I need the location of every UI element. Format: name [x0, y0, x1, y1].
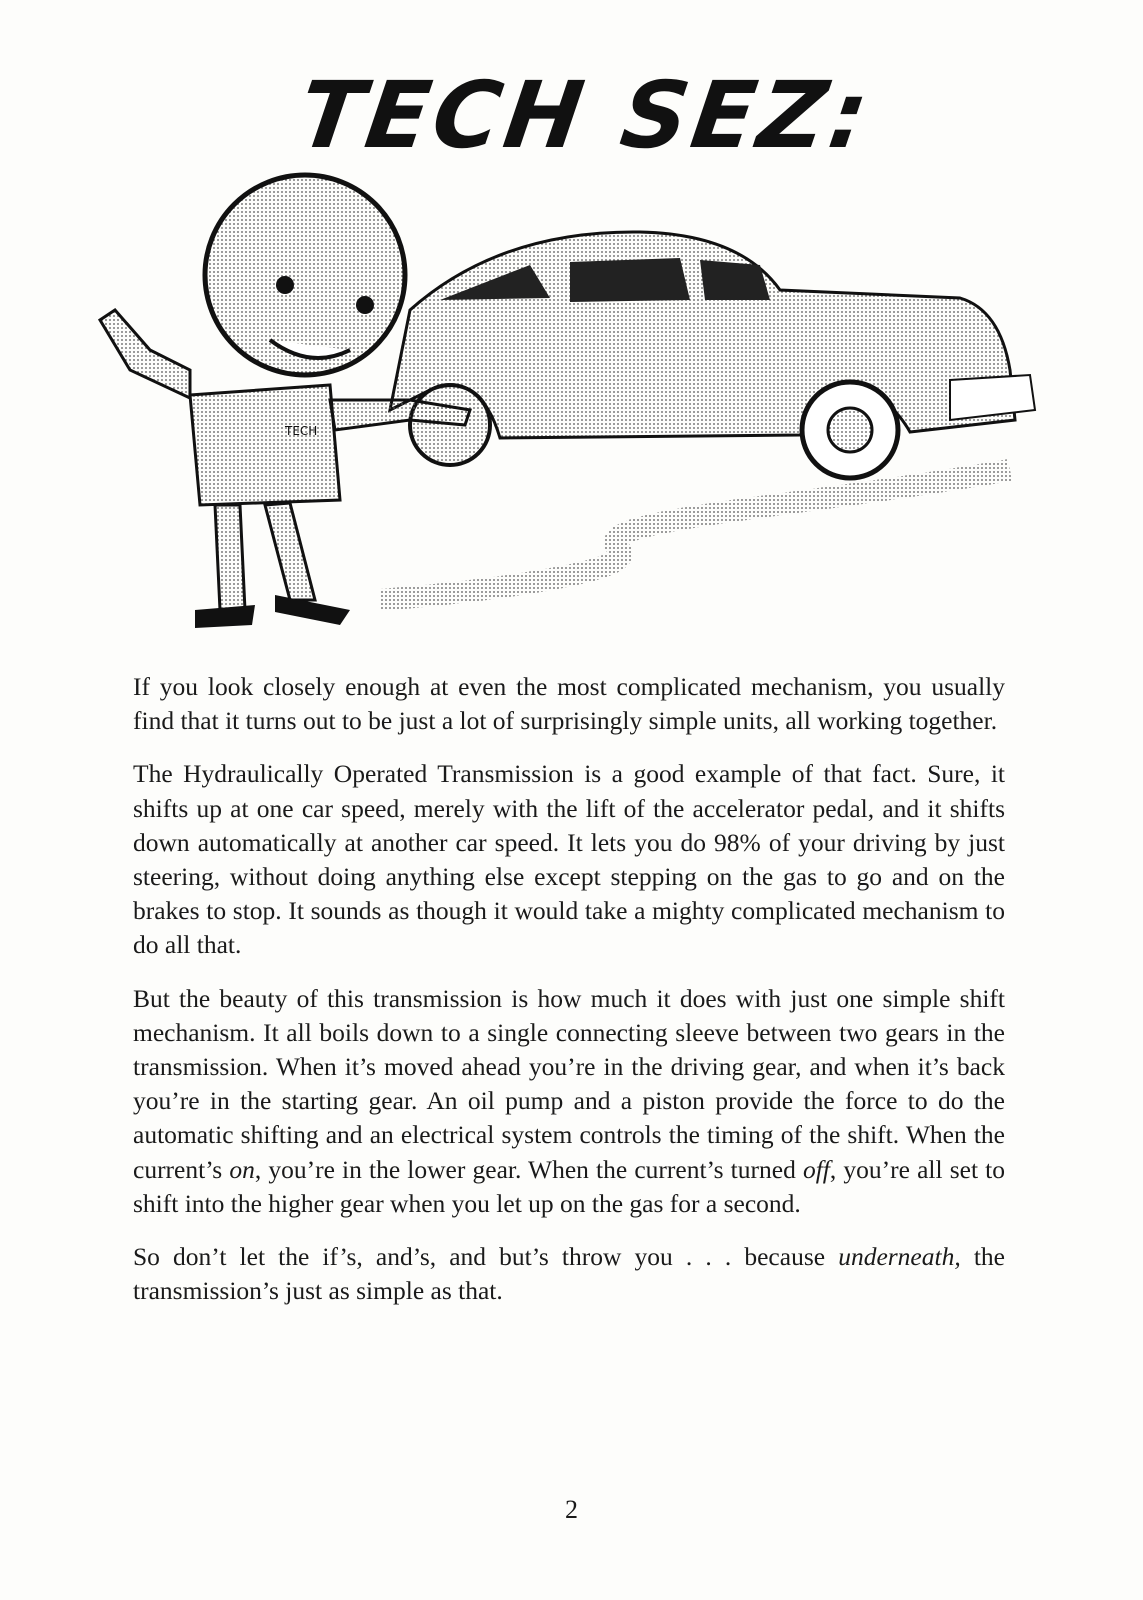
page-title: TECH SEZ: [292, 62, 879, 169]
svg-text:TECH: TECH [285, 424, 318, 438]
paragraph-1: If you look closely enough at even the most complicated mechanism, you usually find that it turns out to be just a lot of surprisingly simple units, all working together. [133, 672, 1005, 736]
tech-mascot-car-illustration [80, 170, 1070, 660]
page-number: 2 [565, 1495, 578, 1524]
paragraph-2: The Hydraulically Operated Transmission is a good example of that fact. Sure, it shifts up at one car speed, merely with the lift of the accelerator pedal, and it shifts down automatically at another car speed. It lets you do 98% of your driving by just steering, without doing anything else except stepping on the gas to go and on the brakes to stop. It sounds as though it would take a mighty complicated mechanism to do all that. [133, 759, 1005, 960]
paragraph-4: So don’t let the if’s, and’s, and but’s throw you . . . because underneath, the transmission’s just as simple as that. [133, 1242, 1005, 1306]
paragraph-3: But the beauty of this transmission is how much it does with just one simple shift mechanism. It all boils down to a single connecting sleeve between two gears in the transmission. When it’s moved ahead you’re in the driving gear, and when it’s back you’re in the starting gear. An oil pump and a piston provide the force to do the automatic shifting and an electrical system controls the timing of the shift. When the current’s on, you’re in the lower gear. When the current’s turned off, you’re all set to shift into the higher gear when you let up on the gas for a second. [133, 983, 1006, 1218]
body-text [133, 670, 1005, 1327]
